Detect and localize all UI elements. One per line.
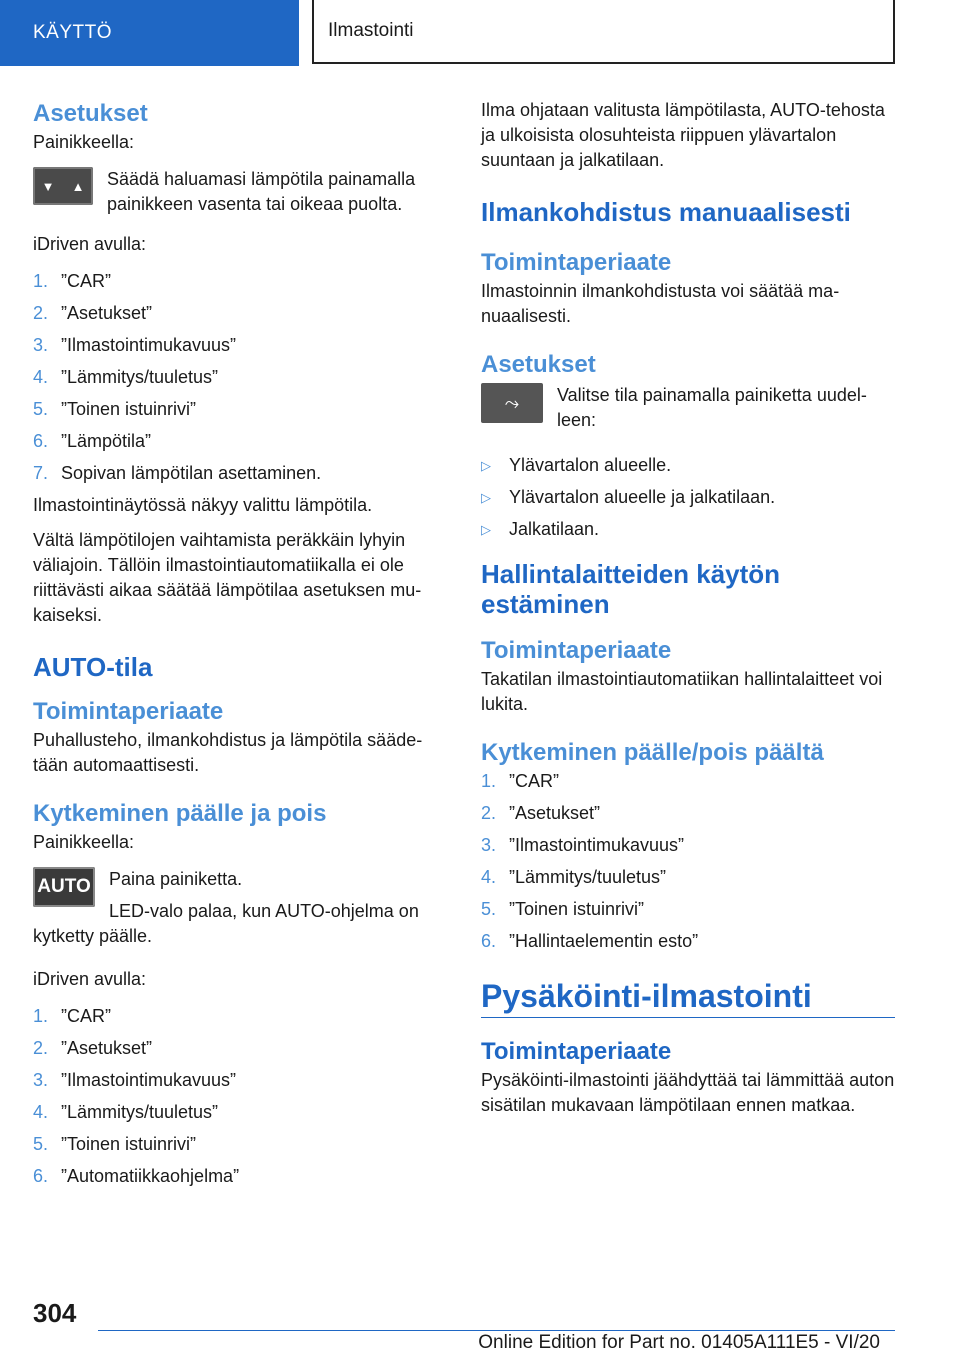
list-item: ▷ Jalkatilaan. bbox=[481, 517, 895, 549]
heading-asetukset-2: Asetukset bbox=[481, 351, 596, 378]
manual-paragraph: Ilmastoinnin ilmankohdistusta voi säätää manuaalisesti. bbox=[481, 281, 840, 326]
heading-kytkeminen: Kytkeminen päälle ja pois bbox=[33, 800, 327, 827]
idrive-steps-list-2 bbox=[33, 1004, 438, 1196]
list-item: ▷ Ylävartalon alueelle. bbox=[481, 453, 895, 485]
airflow-options-list bbox=[481, 453, 895, 549]
lock-steps-list bbox=[481, 769, 895, 961]
list-item: 4. ”Lämmitys/tuuletus” bbox=[33, 1102, 219, 1122]
footer-edition: Online Edition for Part no. 01405A111E5 - VI/20 bbox=[478, 1332, 880, 1353]
list-item: 4. ”Lämmitys/tuuletus” bbox=[33, 367, 219, 387]
idrive-steps-list bbox=[33, 269, 438, 493]
auto-button-text-1: Paina painiketta. bbox=[109, 869, 243, 889]
list-item: 1. ”CAR” bbox=[33, 271, 111, 291]
list-item: 2. ”Asetukset” bbox=[33, 303, 153, 323]
heading-auto-tila: AUTO-tila bbox=[33, 652, 153, 682]
heading-hallinta: Hallintalaitteiden käytön estäminen bbox=[481, 559, 781, 619]
auto-paragraph: Puhallusteho, ilmankohdistus ja lämpötila säädetään automaattisesti. bbox=[33, 730, 423, 775]
list-item: 4. ”Lämmitys/tuuletus” bbox=[481, 867, 667, 887]
list-item: 3. ”Ilmastointimukavuus” bbox=[481, 835, 685, 855]
chapter-rule bbox=[481, 975, 895, 1018]
page-header bbox=[0, 0, 960, 66]
triangle-bullet-icon: ▷ bbox=[481, 458, 491, 473]
idrive-label: iDriven avulla: bbox=[33, 234, 147, 254]
heading-asetukset: Asetukset bbox=[33, 100, 148, 127]
heading-toimintaperiaate-4: Toimintaperiaate bbox=[481, 1038, 672, 1065]
temp-button-text: Säädä haluamasi lämpötila painamalla painikkeen vasenta tai oikeaa puolta. bbox=[107, 169, 416, 214]
list-item: 6. ”Automatiikkaohjelma” bbox=[33, 1166, 240, 1186]
temp-arrows-icon: ▼ ▲ bbox=[33, 167, 93, 205]
list-item: 5. ”Toinen istuinrivi” bbox=[33, 1134, 197, 1154]
footer-rule bbox=[98, 1330, 895, 1331]
triangle-bullet-icon: ▷ bbox=[481, 522, 491, 537]
airflow-button-row bbox=[481, 383, 895, 433]
right-column bbox=[481, 98, 895, 1118]
hallinta-paragraph: Takatilan ilmastointiautomatiikan hallintalaitteet voi lukita. bbox=[481, 669, 883, 714]
list-item: 3. ”Ilmastointimukavuus” bbox=[33, 335, 237, 355]
list-item: 2. ”Asetukset” bbox=[33, 1038, 153, 1058]
heading-toimintaperiaate: Toimintaperiaate bbox=[33, 698, 224, 725]
triangle-bullet-icon: ▷ bbox=[481, 490, 491, 505]
avoid-paragraph: Vältä lämpötilojen vaihtamista peräkkäin lyhyin väliajoin. Tällöin ilmastointiautomatiikalla ei ole riittävästi aikaa säätää lämpötilaa asetuksen mukaiseksi. bbox=[33, 530, 422, 625]
display-paragraph: Ilmastointinäytössä näkyy valittu lämpötila. bbox=[33, 495, 373, 515]
airflow-button-text: Valitse tila painamalla painiketta uudelleen: bbox=[557, 385, 867, 430]
list-item: 6. ”Lämpötila” bbox=[33, 431, 152, 451]
list-item: 3. ”Ilmastointimukavuus” bbox=[33, 1070, 237, 1090]
auto-button-text-2: LED-valo palaa, kun AUTO-ohjelma on kytketty päälle. bbox=[33, 901, 419, 946]
page-number: 304 bbox=[33, 1298, 77, 1328]
list-item: 5. ”Toinen istuinrivi” bbox=[481, 899, 645, 919]
intro-paragraph: Ilma ohjataan valitusta lämpötilasta, AUTO-tehosta ja ulkoisista olosuhteista riippuen ylävartalon suuntaan ja jalkatilaan. bbox=[481, 100, 885, 170]
list-item: 2. ”Asetukset” bbox=[481, 803, 601, 823]
heading-pysakointi: Pysäköinti-ilmastointi bbox=[481, 978, 812, 1014]
list-item: 7. Sopivan lämpötilan asettaminen. bbox=[33, 463, 322, 483]
idrive-label-2: iDriven avulla: bbox=[33, 969, 147, 989]
heading-kytkeminen-2: Kytkeminen päälle/pois päältä bbox=[481, 739, 824, 766]
left-column bbox=[33, 98, 438, 1196]
list-item: 6. ”Hallintaelementin esto” bbox=[481, 931, 699, 951]
painikkeella-label-2: Painikkeella: bbox=[33, 832, 135, 852]
section-title: Ilmastointi bbox=[312, 0, 895, 64]
airflow-icon: ⤳ bbox=[481, 383, 543, 423]
list-item: 5. ”Toinen istuinrivi” bbox=[33, 399, 197, 419]
pysakointi-paragraph: Pysäköinti-ilmastointi jäähdyttää tai lämmittää auton sisätilan mukavaan lämpötilaan ennen matkaa. bbox=[481, 1070, 895, 1115]
temp-button-row bbox=[33, 167, 438, 217]
auto-button-icon: AUTO bbox=[33, 867, 95, 907]
heading-toimintaperiaate-2: Toimintaperiaate bbox=[481, 249, 672, 276]
list-item: 1. ”CAR” bbox=[481, 771, 559, 791]
chapter-tab[interactable]: KÄYTTÖ bbox=[0, 0, 299, 66]
list-item: ▷ Ylävartalon alueelle ja jalkatilaan. bbox=[481, 485, 895, 517]
heading-manual: Ilmankohdistus manuaalisesti bbox=[481, 197, 851, 227]
list-item: 1. ”CAR” bbox=[33, 1006, 111, 1026]
heading-toimintaperiaate-3: Toimintaperiaate bbox=[481, 637, 672, 664]
painikkeella-label: Painikkeella: bbox=[33, 132, 135, 152]
